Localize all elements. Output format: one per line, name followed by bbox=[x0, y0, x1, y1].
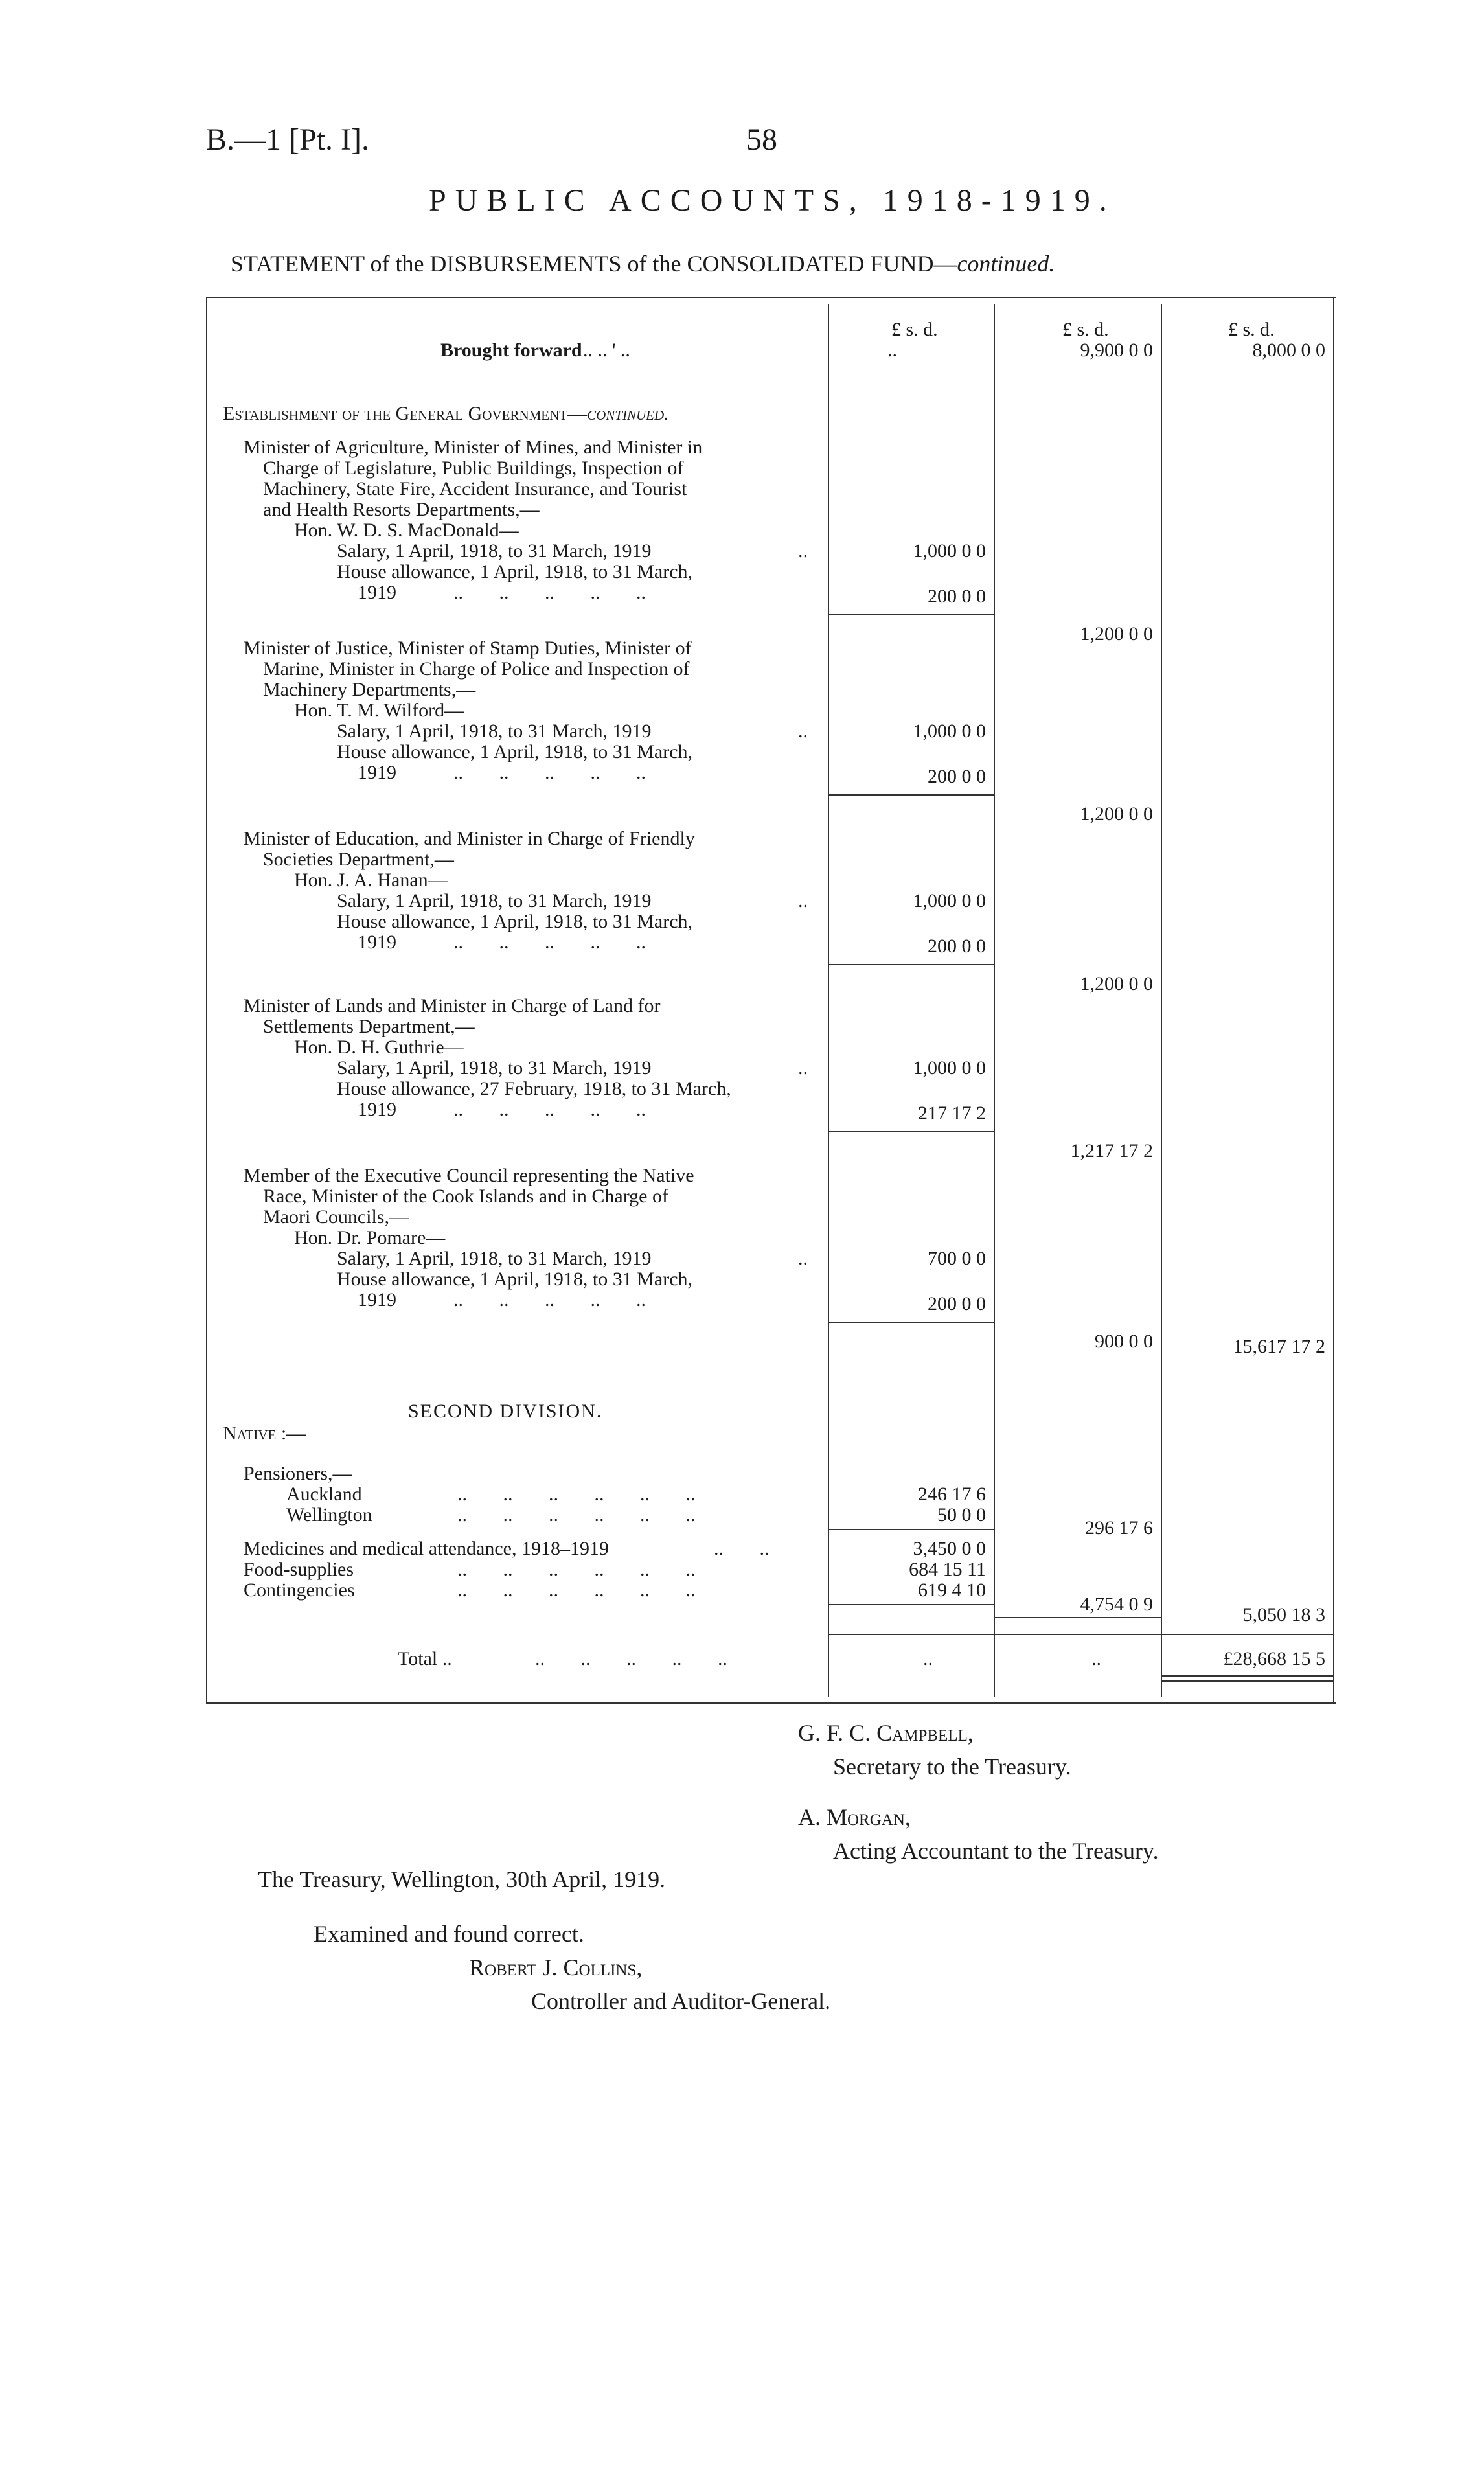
minister-description-line: Race, Minister of the Cook Islands and in Charge of bbox=[263, 1186, 668, 1207]
year-leaders: .. .. .. .. .. bbox=[453, 932, 646, 953]
house-allowance-amount: 200 0 0 bbox=[928, 935, 986, 957]
total-leaders: .. .. .. .. .. bbox=[535, 1648, 727, 1669]
contingencies-label: Contingencies bbox=[244, 1579, 355, 1601]
col1-left-rule bbox=[828, 304, 829, 1697]
brought-forward-c3: 8,000 0 0 bbox=[1252, 339, 1325, 361]
group-total: 4,754 0 9 bbox=[1080, 1594, 1153, 1615]
grand-total: £28,668 15 5 bbox=[1223, 1648, 1325, 1669]
statement-subtitle bbox=[231, 250, 1055, 277]
total-c2: .. bbox=[1091, 1648, 1101, 1669]
minister-total: 1,217 17 2 bbox=[1070, 1140, 1153, 1162]
salary-amount: 700 0 0 bbox=[928, 1248, 986, 1269]
pensioners-label: Pensioners,— bbox=[244, 1463, 352, 1484]
table-right-rule bbox=[1333, 297, 1334, 1702]
salary-amount: 1,000 0 0 bbox=[913, 540, 986, 562]
native-heading: Native :— bbox=[223, 1423, 306, 1444]
salary-label: Salary, 1 April, 1918, to 31 March, 1919 bbox=[337, 540, 652, 562]
signatory-1-name: G. F. C. Campbell, bbox=[798, 1720, 974, 1746]
col2-rule bbox=[995, 1617, 1161, 1618]
minister-total: 1,200 0 0 bbox=[1080, 973, 1153, 994]
pensioners-total: 296 17 6 bbox=[1085, 1517, 1153, 1539]
minister-description-line: Minister of Justice, Minister of Stamp Duties, Minister of bbox=[244, 637, 692, 659]
signatory-3-name: Robert J. Collins, bbox=[469, 1954, 643, 1980]
year-leaders: .. .. .. .. .. bbox=[453, 1289, 646, 1311]
signatory-3-title: Controller and Auditor-General. bbox=[531, 1988, 831, 2014]
house-allowance-year: 1919 bbox=[358, 1289, 396, 1311]
brought-forward-label: Brought forward bbox=[440, 339, 582, 361]
section-heading-continued: continued. bbox=[587, 403, 669, 424]
salary-label: Salary, 1 April, 1918, to 31 March, 1919 bbox=[337, 1248, 652, 1269]
minister-description-line: Machinery, State Fire, Accident Insurance, and Tourist bbox=[263, 478, 687, 499]
minister-description-line: and Health Resorts Departments,— bbox=[263, 499, 540, 520]
minister-description-line: Minister of Agriculture, Minister of Mines, and Minister in bbox=[244, 437, 703, 458]
minister-description-line: Societies Department,— bbox=[263, 849, 454, 870]
section-heading-text: Establishment of the General Government— bbox=[223, 403, 588, 424]
subtotal-rule bbox=[829, 1131, 994, 1132]
brought-forward-c1: .. bbox=[887, 339, 897, 361]
house-allowance-amount: 200 0 0 bbox=[928, 586, 986, 607]
place-date: The Treasury, Wellington, 30th April, 1919. bbox=[258, 1866, 666, 1892]
salary-label: Salary, 1 April, 1918, to 31 March, 1919 bbox=[337, 890, 652, 911]
house-allowance-year: 1919 bbox=[358, 1099, 396, 1120]
subtotal-rule bbox=[829, 794, 994, 796]
native-total: 5,050 18 3 bbox=[1242, 1604, 1325, 1625]
house-allowance-year: 1919 bbox=[358, 762, 396, 783]
brought-forward-leaders: .. .. ' .. bbox=[583, 339, 630, 361]
house-allowance-label: House allowance, 1 April, 1918, to 31 March, bbox=[337, 1268, 693, 1290]
minister-description-line: Charge of Legislature, Public Buildings, Inspection of bbox=[263, 457, 684, 479]
salary-amount: 1,000 0 0 bbox=[913, 720, 986, 742]
house-allowance-year: 1919 bbox=[358, 932, 396, 953]
food-amount: 684 15 11 bbox=[909, 1559, 986, 1580]
salary-amount: 1,000 0 0 bbox=[913, 890, 986, 911]
salary-leader: .. bbox=[798, 1248, 808, 1269]
pensioners-rule bbox=[829, 1529, 994, 1530]
auckland-leaders: .. .. .. .. .. .. bbox=[457, 1484, 696, 1505]
col2-heading: £ s. d. bbox=[1062, 319, 1109, 340]
salary-label: Salary, 1 April, 1918, to 31 March, 1919 bbox=[337, 720, 652, 742]
page-number: 58 bbox=[746, 122, 777, 157]
minister-name: Hon. Dr. Pomare— bbox=[294, 1227, 446, 1248]
minister-description-line: Marine, Minister in Charge of Police and Inspection of bbox=[263, 658, 690, 680]
salary-amount: 1,000 0 0 bbox=[913, 1057, 986, 1079]
col2-left-rule bbox=[994, 304, 995, 1697]
minister-description-line: Minister of Education, and Minister in Charge of Friendly bbox=[244, 828, 695, 849]
salary-leader: .. bbox=[798, 890, 808, 911]
brought-forward-c2: 9,900 0 0 bbox=[1080, 339, 1153, 361]
table-bottom-rule bbox=[206, 1702, 1336, 1704]
house-allowance-year: 1919 bbox=[358, 582, 396, 603]
subtotal-rule bbox=[829, 614, 994, 615]
minister-name: Hon. D. H. Guthrie— bbox=[294, 1037, 464, 1058]
house-allowance-amount: 217 17 2 bbox=[918, 1103, 986, 1124]
auckland-label: Auckland bbox=[286, 1484, 362, 1505]
year-leaders: .. .. .. .. .. bbox=[453, 582, 646, 603]
subtotal-rule bbox=[829, 964, 994, 965]
medicines-amount: 3,450 0 0 bbox=[913, 1538, 986, 1559]
col1-heading: £ s. d. bbox=[891, 319, 938, 340]
section-heading bbox=[223, 403, 669, 425]
col3-left-rule bbox=[1161, 304, 1162, 1697]
minister-description-line: Member of the Executive Council representing the Native bbox=[244, 1165, 694, 1186]
table-left-rule bbox=[206, 297, 207, 1702]
subtotal-rule bbox=[829, 1322, 994, 1323]
wellington-amount: 50 0 0 bbox=[937, 1504, 986, 1526]
salary-leader: .. bbox=[798, 720, 808, 742]
house-allowance-label: House allowance, 1 April, 1918, to 31 March, bbox=[337, 741, 693, 762]
subtitle-continued: continued. bbox=[957, 251, 1055, 277]
total-c1: .. bbox=[923, 1648, 933, 1669]
house-allowance-amount: 200 0 0 bbox=[928, 1293, 986, 1314]
grand-total-rule-2 bbox=[1162, 1680, 1333, 1682]
second-division-heading: SECOND DIVISION. bbox=[408, 1401, 603, 1422]
page-title: PUBLIC ACCOUNTS, 1918-1919. bbox=[429, 183, 1116, 218]
subtitle-main: STATEMENT of the DISBURSEMENTS of the CONSOLIDATED FUND— bbox=[231, 251, 957, 277]
total-top-rule bbox=[829, 1634, 1334, 1635]
grand-total-rule-1 bbox=[1162, 1675, 1333, 1677]
house-allowance-amount: 200 0 0 bbox=[928, 766, 986, 787]
minister-name: Hon. W. D. S. MacDonald— bbox=[294, 520, 519, 541]
signatory-2-name: A. Morgan, bbox=[798, 1804, 911, 1830]
house-allowance-label: House allowance, 1 April, 1918, to 31 March, bbox=[337, 911, 693, 932]
salary-label: Salary, 1 April, 1918, to 31 March, 1919 bbox=[337, 1057, 652, 1079]
minister-name: Hon. T. M. Wilford— bbox=[294, 700, 464, 721]
table-top-rule bbox=[206, 297, 1336, 298]
contingencies-leaders: .. .. .. .. .. .. bbox=[457, 1579, 696, 1601]
year-leaders: .. .. .. .. .. bbox=[453, 762, 646, 783]
minister-description-line: Minister of Lands and Minister in Charge of Land for bbox=[244, 995, 661, 1016]
minister-description-line: Maori Councils,— bbox=[263, 1206, 409, 1228]
document-reference: B.—1 [Pt. I]. bbox=[206, 122, 369, 157]
food-label: Food-supplies bbox=[244, 1559, 354, 1580]
minister-total: 1,200 0 0 bbox=[1080, 803, 1153, 825]
medicines-leaders: .. .. bbox=[714, 1538, 770, 1559]
medicines-label: Medicines and medical attendance, 1918–1919 bbox=[244, 1538, 609, 1559]
house-allowance-label: House allowance, 1 April, 1918, to 31 March, bbox=[337, 561, 693, 582]
total-label: Total .. bbox=[398, 1648, 452, 1669]
wellington-label: Wellington bbox=[286, 1504, 372, 1526]
minister-description-line: Machinery Departments,— bbox=[263, 679, 476, 700]
minister-total: 900 0 0 bbox=[1095, 1331, 1153, 1352]
minister-total: 1,200 0 0 bbox=[1080, 623, 1153, 645]
minister-description-line: Settlements Department,— bbox=[263, 1016, 475, 1037]
contingencies-amount: 619 4 10 bbox=[918, 1579, 986, 1601]
group-rule bbox=[829, 1604, 994, 1605]
year-leaders: .. .. .. .. .. bbox=[453, 1099, 646, 1120]
examined-note: Examined and found correct. bbox=[314, 1921, 584, 1947]
food-leaders: .. .. .. .. .. .. bbox=[457, 1559, 696, 1580]
wellington-leaders: .. .. .. .. .. .. bbox=[457, 1504, 696, 1526]
house-allowance-label: House allowance, 27 February, 1918, to 31 March, bbox=[337, 1078, 731, 1099]
establishment-total: 15,617 17 2 bbox=[1233, 1336, 1325, 1357]
signatory-2-title: Acting Accountant to the Treasury. bbox=[833, 1838, 1159, 1864]
signatory-1-title: Secretary to the Treasury. bbox=[833, 1754, 1071, 1780]
minister-name: Hon. J. A. Hanan— bbox=[294, 869, 448, 891]
auckland-amount: 246 17 6 bbox=[918, 1484, 986, 1505]
col3-heading: £ s. d. bbox=[1228, 319, 1275, 340]
salary-leader: .. bbox=[798, 1057, 808, 1079]
salary-leader: .. bbox=[798, 540, 808, 562]
